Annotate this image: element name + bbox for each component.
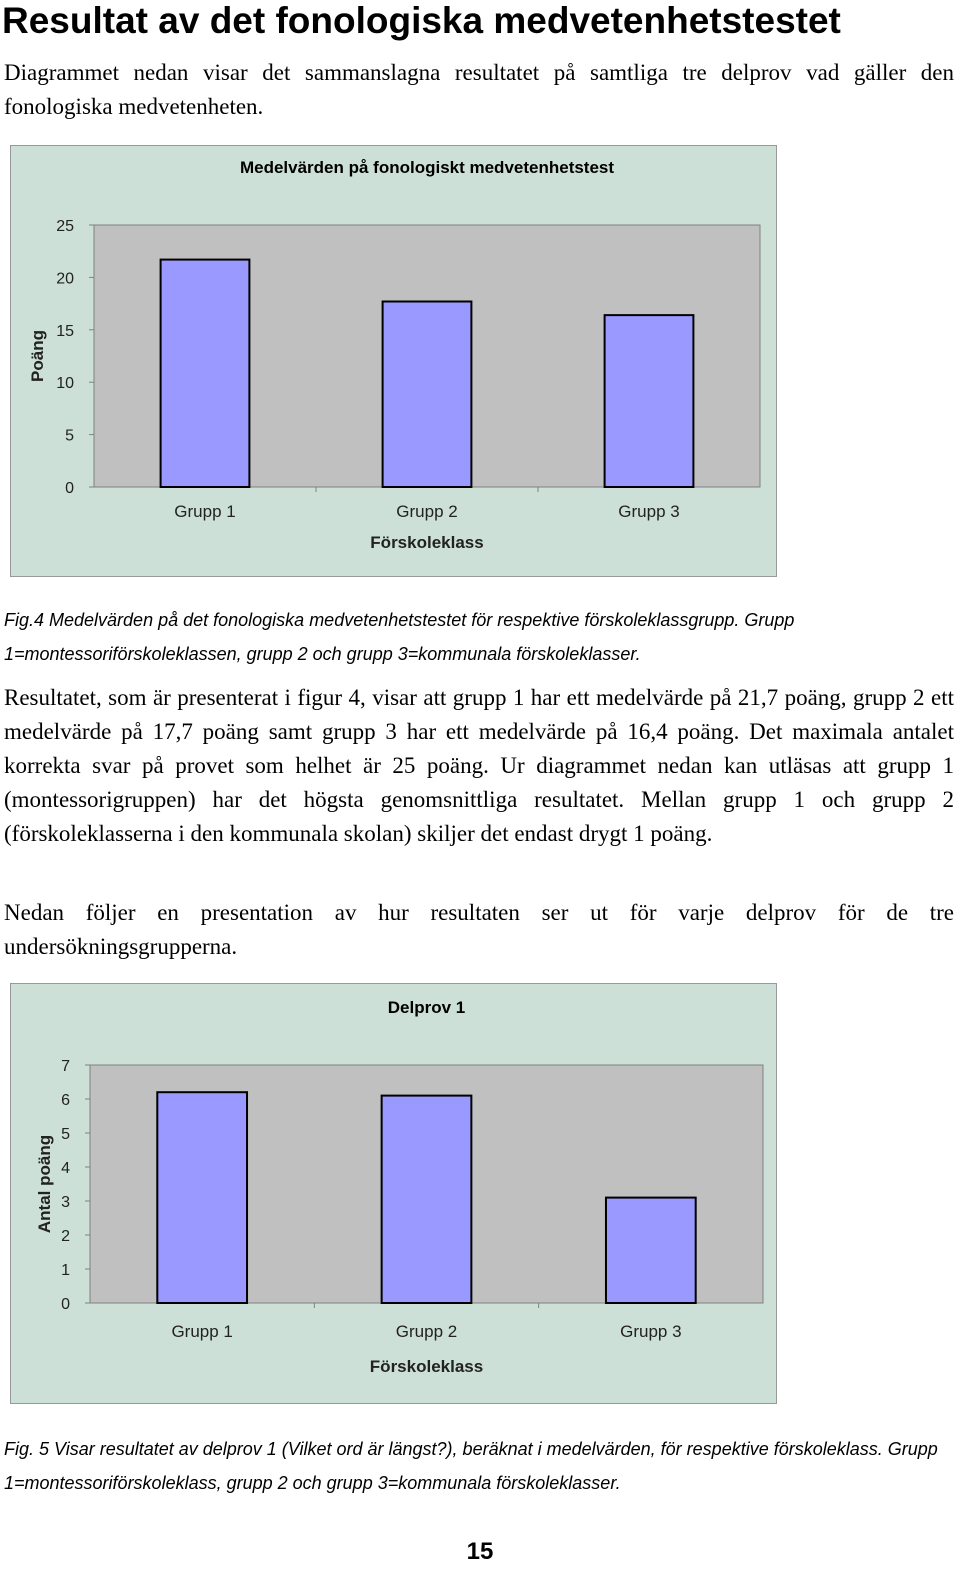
y-axis-label: Poäng (28, 330, 47, 382)
page-heading: Resultat av det fonologiska medvetenhetstestet (2, 0, 841, 41)
chart-delprov-1 (10, 983, 777, 1404)
y-tick-label: 4 (61, 1160, 70, 1177)
y-tick-label: 3 (61, 1194, 70, 1211)
x-category-label: Grupp 3 (618, 502, 680, 521)
x-axis-label: Förskoleklass (369, 1357, 484, 1376)
bar-grupp-1 (157, 1092, 247, 1303)
bar-grupp-3 (606, 1198, 696, 1303)
bar-grupp-2 (383, 302, 472, 487)
delprov-intro-paragraph: Nedan följer en presentation av hur resultaten ser ut för varje delprov för de tre undersökningsgrupperna. (4, 900, 954, 959)
figure-4-caption: Fig.4 Medelvärden på det fonologiska medvetenhetstestet för respektive förskoleklassgrupp. Grupp 1=montessoriförskoleklassen, grupp 2 och grupp 3=kommunala förskoleklasser. (4, 610, 795, 664)
x-category-label: Grupp 2 (395, 1322, 458, 1341)
y-tick-label: 5 (61, 1126, 70, 1143)
x-category-label: Grupp 1 (174, 502, 236, 521)
results-paragraph: Resultatet, som är presenterat i figur 4, visar att grupp 1 har ett medelvärde på 21,7 poäng, grupp 2 ett medelvärde på 17,7 poäng samt grupp 3 har ett medelvärde på 16,4 poäng. Det maximala antalet korrekta svar på provet som helhet är 25 poäng. Ur diagrammet nedan kan utläsas att grupp 1 (montessorigruppen) har det högsta genomsnittliga resultatet. Mellan grupp 1 och grupp 2 (förskoleklasserna i den kommunala skolan) skiljer det endast drygt 1 poäng. (4, 685, 954, 846)
y-tick-label: 10 (56, 375, 74, 393)
y-tick-label: 1 (61, 1262, 70, 1279)
x-category-label: Grupp 1 (171, 1322, 233, 1341)
bar-grupp-2 (382, 1096, 472, 1303)
y-tick-label: 0 (65, 480, 74, 497)
x-category-label: Grupp 2 (396, 502, 458, 521)
y-tick-label: 15 (56, 322, 74, 340)
y-tick-label: 6 (61, 1092, 70, 1109)
bar-grupp-3 (605, 315, 694, 487)
y-tick-label: 2 (61, 1228, 70, 1245)
y-tick-label: 7 (61, 1058, 70, 1075)
chart-fonologiskt-medelvarden (10, 145, 777, 577)
y-tick-label: 5 (65, 427, 74, 445)
chart-title: Delprov 1 (387, 998, 466, 1017)
intro-paragraph: Diagrammet nedan visar det sammanslagna resultatet på samtliga tre delprov vad gäller den fonologiska medvetenheten. (4, 60, 954, 119)
y-tick-label: 20 (56, 270, 74, 288)
y-axis-label: Antal poäng (35, 1134, 54, 1234)
chart-title: Medelvärden på fonologiskt medvetenhetstest (239, 158, 615, 177)
y-tick-label: 25 (56, 218, 74, 235)
x-category-label: Grupp 3 (620, 1322, 682, 1341)
x-axis-label: Förskoleklass (370, 533, 484, 552)
page-number: 15 (466, 1538, 494, 1565)
bar-grupp-1 (161, 260, 250, 487)
y-tick-label: 0 (61, 1296, 70, 1313)
figure-5-caption: Fig. 5 Visar resultatet av delprov 1 (Vilket ord är längst?), beräknat i medelvärden, för respektive förskoleklass. Grupp 1=montessoriförskoleklass, grupp 2 och grupp 3=kommunala förskoleklasser. (4, 1439, 938, 1493)
